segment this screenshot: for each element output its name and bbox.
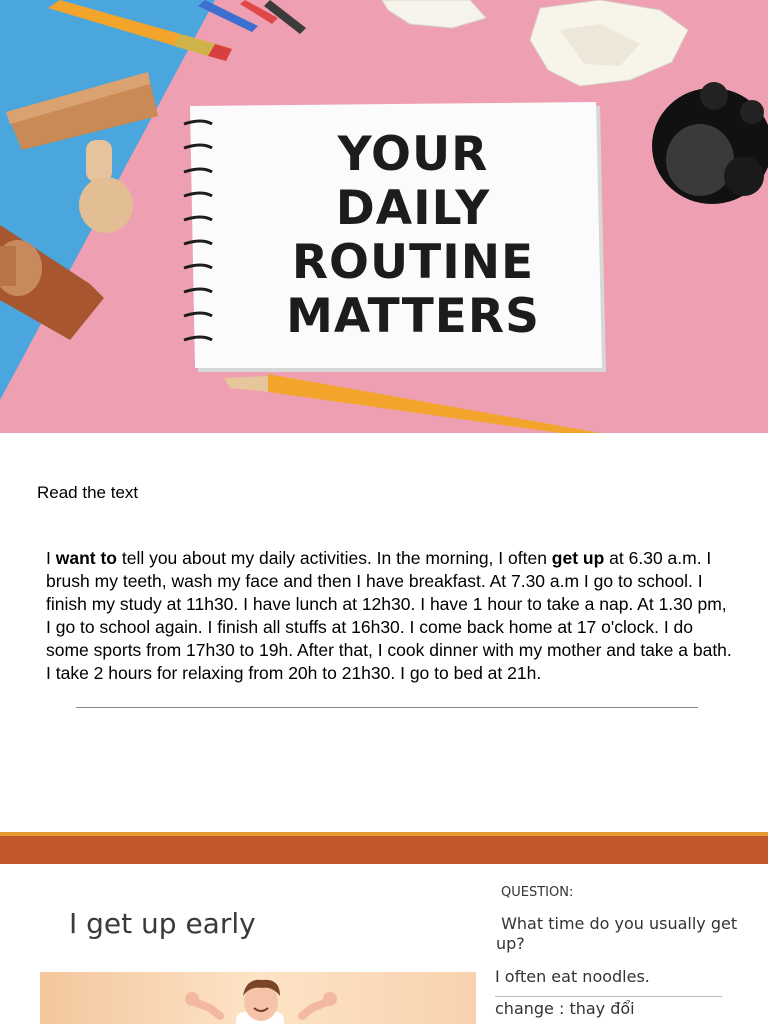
- answer-divider: [495, 996, 722, 997]
- boy-drawing: [40, 972, 476, 1024]
- vocabulary-text: change : thay đổi: [495, 999, 635, 1018]
- passage-bold-want-to: want to: [55, 548, 117, 568]
- notepad-line-3: ROUTINE: [291, 235, 535, 290]
- reading-passage: [46, 547, 736, 685]
- question-text: What time do you usually get up?: [496, 914, 743, 953]
- read-instruction: Read the text: [37, 483, 139, 502]
- passage-underline: [76, 707, 698, 708]
- notepad-line-1: YOUR: [337, 127, 489, 182]
- divider-band: [0, 836, 768, 864]
- notepad-line-4: MATTERS: [286, 289, 540, 344]
- slide-title: I get up early: [69, 907, 256, 940]
- passage-text-1: I: [46, 548, 56, 568]
- notepad-line-2: DAILY: [335, 181, 491, 236]
- passage-text-2: tell you about my daily activities. In the morning, I often: [116, 548, 552, 568]
- answer-text: I often eat noodles.: [495, 967, 650, 986]
- hero-image: [0, 0, 768, 433]
- notepad-title: [258, 128, 568, 344]
- boy-illustration: [40, 972, 476, 1024]
- passage-text-3: at 6.30 a.m. I brush my teeth, wash my face and then I have breakfast. At 7.30 a.m I go to school. I finish my study at 11h30. I have lunch at 12h30. I have 1 hour to take a nap. At 1.30 pm, I go to school again. I finish all stuffs at 16h30. I come back home at 17 o'clock. I do some sports from 17h30 to 19h. After that, I cook dinner with my mother and take a bath. I take 2 hours for relaxing from 20h to 21h30. I go to bed at 21h.: [46, 548, 732, 683]
- passage-bold-get-up: get up: [551, 548, 605, 568]
- question-label: QUESTION:: [501, 885, 574, 900]
